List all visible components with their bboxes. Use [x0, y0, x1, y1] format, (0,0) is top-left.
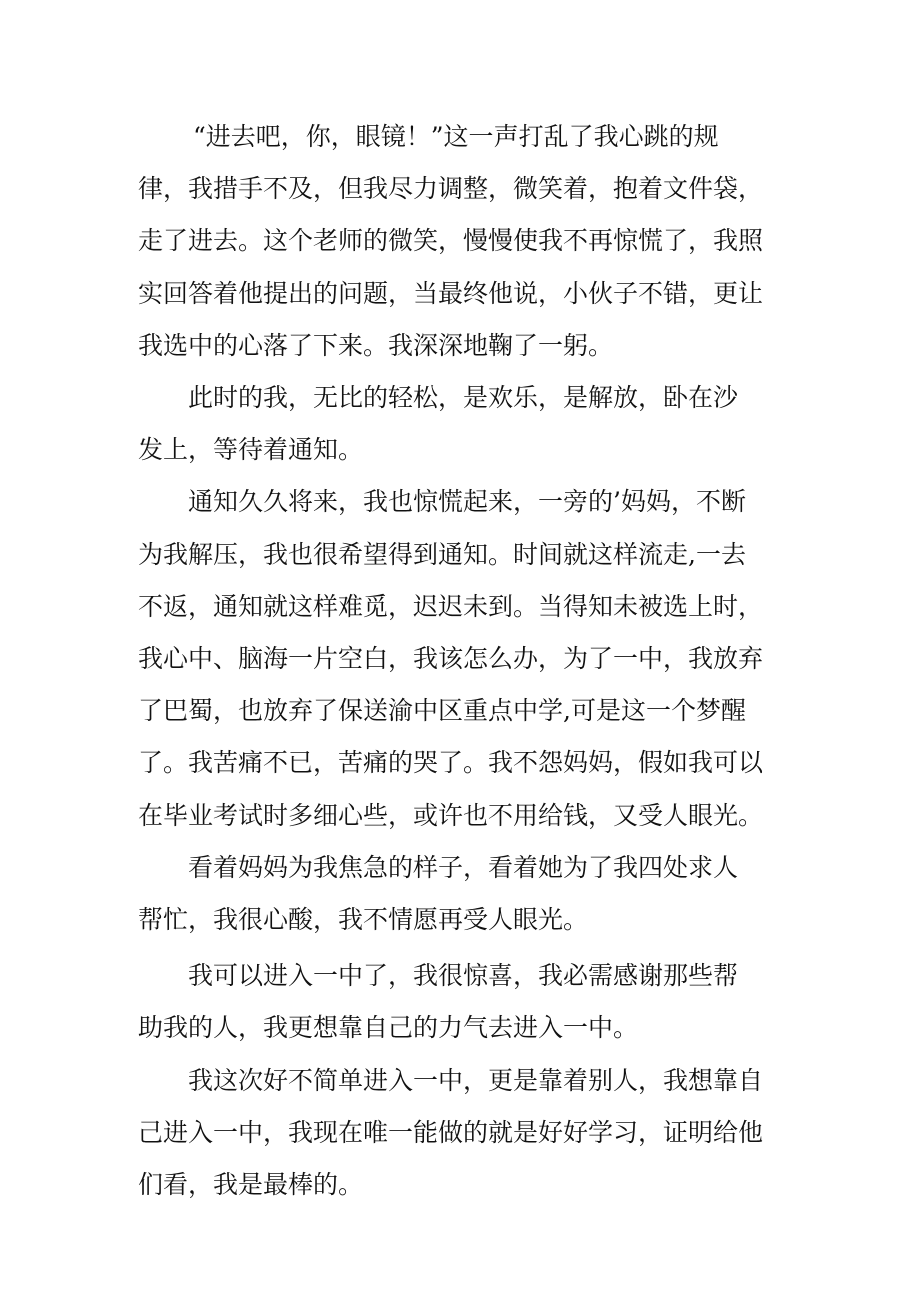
paragraph-1	[138, 111, 788, 372]
paragraph-line: 助我的人，我更想靠自己的力气去进入一中。	[138, 1013, 639, 1043]
paragraph-line: 实回答着他提出的问题，当最终他说，小伙子不错，更让	[138, 278, 764, 308]
paragraph-line: 在毕业考试时多细心些，或许也不用给钱，又受人眼光。	[138, 800, 764, 830]
paragraph-line: 我选中的心落了下来。我深深地鞠了一躬。	[138, 330, 614, 360]
paragraph-line: 此时的我，无比的轻松，是欢乐，是解放，卧在沙	[188, 383, 739, 413]
paragraph-line: 看着妈妈为我焦急的样子，看着她为了我四处求人	[188, 852, 739, 882]
paragraph-line: 己进入一中，我现在唯一能做的就是好好学习，证明给他	[138, 1117, 764, 1147]
paragraph-line: 发上，等待着通知。	[138, 435, 364, 465]
paragraph-line: 我心中、脑海一片空白，我该怎么办，为了一中，我放弃	[138, 644, 764, 674]
paragraph-line: 帮忙，我很心酸，我不情愿再受人眼光。	[138, 905, 589, 935]
paragraph-line: 了巴蜀，也放弃了保送渝中区重点中学,可是这一个梦醒	[138, 696, 746, 726]
paragraph-line: 不返，通知就这样难觅，迟迟未到。当得知未被选上时，	[138, 591, 764, 621]
paragraph-line: 我这次好不简单进入一中，更是靠着别人，我想靠自	[188, 1065, 764, 1095]
paragraph-line: “进去吧，你，眼镜！”这一声打乱了我心跳的规	[193, 122, 719, 151]
paragraph-4	[138, 842, 788, 946]
paragraph-line: 律，我措手不及，但我尽力调整，微笑着，抱着文件袋，	[138, 174, 764, 204]
paragraph-2	[138, 372, 788, 476]
paragraph-line: 为我解压，我也很希望得到通知。时间就这样流走,一去	[138, 539, 746, 569]
paragraph-line: 们看，我是最棒的。	[138, 1170, 364, 1200]
document-body	[138, 111, 788, 1211]
paragraph-6	[138, 1055, 788, 1212]
paragraph-line: 了。我苦痛不已，苦痛的哭了。我不怨妈妈，假如我可以	[138, 748, 764, 778]
paragraph-line: 我可以进入一中了，我很惊喜，我必需感谢那些帮	[188, 961, 739, 991]
paragraph-3	[138, 476, 788, 841]
paragraph-5	[138, 950, 788, 1054]
paragraph-line: 走了进去。这个老师的微笑，慢慢使我不再惊慌了，我照	[138, 226, 764, 256]
paragraph-line: 通知久久将来，我也惊慌起来，一旁的’妈妈，不断	[188, 487, 746, 517]
